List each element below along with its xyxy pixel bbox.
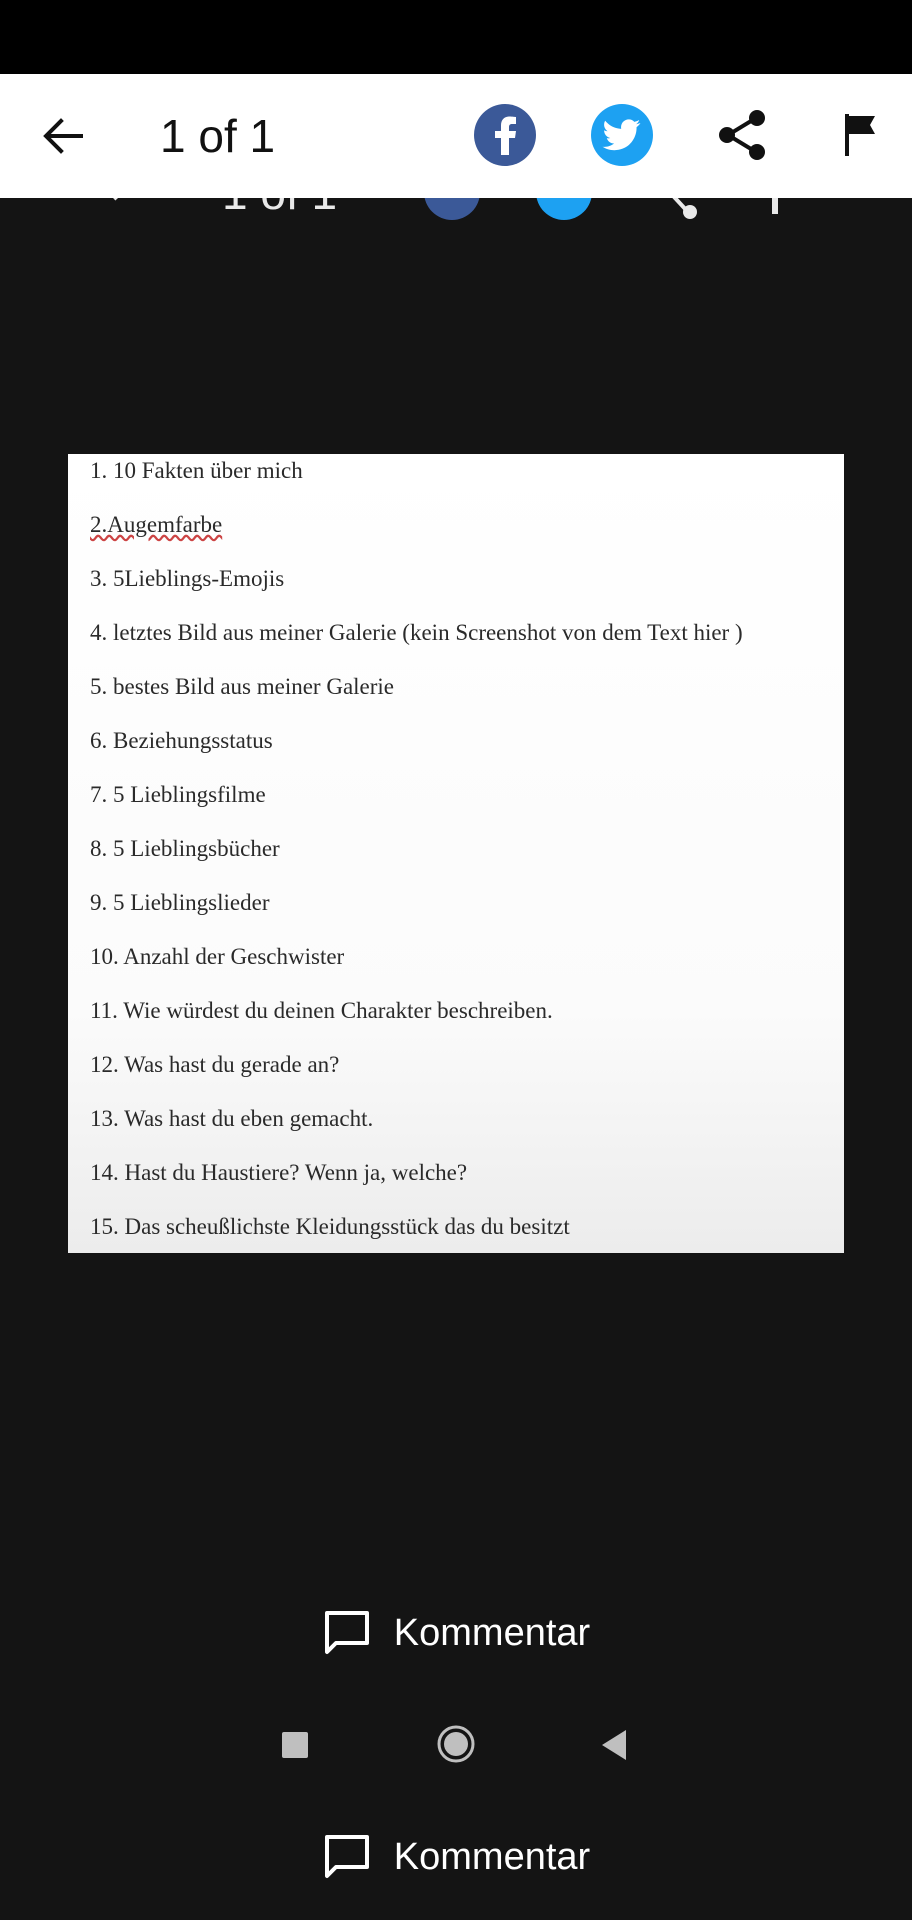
ghost-toolbar-artifact: [0, 198, 912, 226]
comment-button-bottom[interactable]: [0, 1822, 912, 1892]
twitter-icon: [603, 119, 641, 151]
arrow-left-icon: [43, 118, 83, 154]
list-item: 10. Anzahl der Geschwister: [90, 944, 345, 969]
list-item: 4. letztes Bild aus meiner Galerie (kein Screenshot von dem Text hier ): [90, 620, 743, 645]
page-counter: 1 of 1: [160, 110, 276, 162]
list-item: 11. Wie würdest du deinen Charakter beschreiben.: [90, 998, 553, 1023]
list-item: 13. Was hast du eben gemacht.: [90, 1106, 374, 1131]
recents-button[interactable]: [282, 1732, 308, 1758]
home-button[interactable]: [436, 1724, 476, 1764]
flag-icon: [843, 112, 879, 158]
share-icon: [716, 108, 770, 162]
list-item: 7. 5 Lieblingsfilme: [90, 782, 266, 807]
back-button[interactable]: [34, 106, 92, 166]
list-item: 8. 5 Lieblingsbücher: [90, 836, 280, 861]
list-item: 6. Beziehungsstatus: [90, 728, 273, 753]
comment-icon: [322, 1608, 372, 1658]
document-image: [68, 454, 844, 1253]
facebook-share-button[interactable]: [474, 104, 536, 166]
list-item: 9. 5 Lieblingslieder: [90, 890, 270, 915]
top-toolbar: [0, 74, 912, 198]
status-bar: [0, 0, 912, 74]
share-button[interactable]: [712, 104, 774, 166]
list-item: 3. 5Lieblings-Emojis: [90, 566, 285, 591]
list-item: 12. Was hast du gerade an?: [90, 1052, 340, 1077]
comment-label: Kommentar: [393, 1611, 591, 1654]
list-item: 5. bestes Bild aus meiner Galerie: [90, 674, 395, 699]
twitter-share-button[interactable]: [591, 104, 653, 166]
list-item: 14. Hast du Haustiere? Wenn ja, welche?: [90, 1160, 468, 1185]
system-navigation-bar: [0, 1710, 912, 1780]
comment-button[interactable]: [0, 1598, 912, 1668]
list-item-text: 2.Augemfarbe: [90, 512, 223, 537]
system-back-button[interactable]: [598, 1728, 630, 1762]
list-item: [90, 512, 222, 538]
comment-label: Kommentar: [393, 1835, 591, 1878]
comment-icon: [322, 1832, 372, 1882]
facebook-icon: [490, 115, 520, 155]
list-item: 15. Das scheußlichste Kleidungsstück das du besitzt: [90, 1214, 570, 1239]
report-button[interactable]: [830, 104, 892, 166]
list-item: 1. 10 Fakten über mich: [90, 458, 303, 483]
